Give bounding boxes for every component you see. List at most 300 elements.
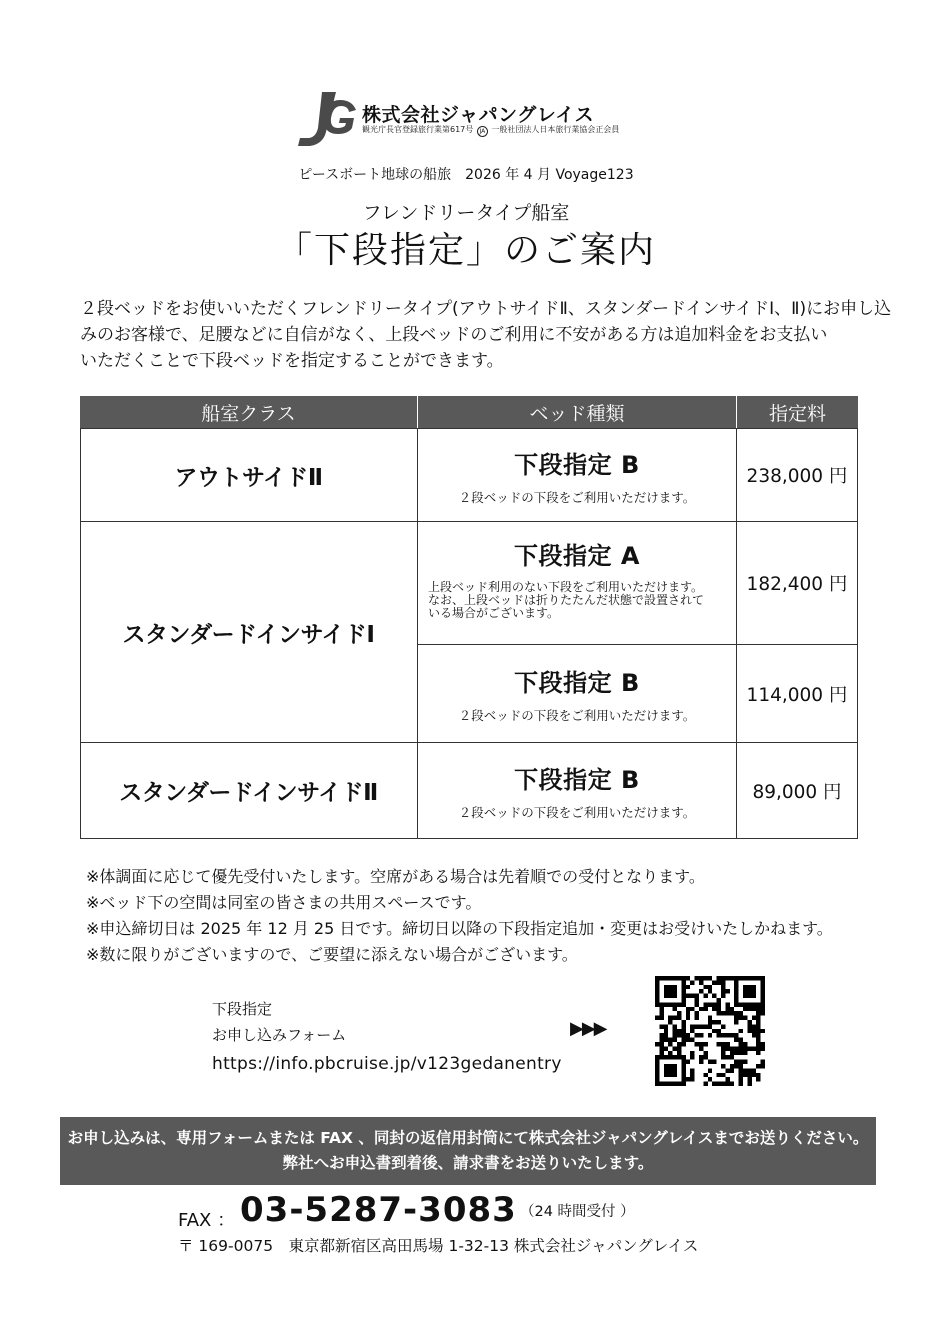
- qr-module: [681, 1002, 685, 1006]
- qr-module: [752, 1073, 756, 1077]
- qr-module: [761, 1060, 765, 1064]
- qr-module: [708, 1024, 712, 1028]
- qr-module: [699, 976, 703, 980]
- qr-module: [752, 989, 756, 993]
- qr-module: [681, 1033, 685, 1037]
- qr-module: [664, 985, 668, 989]
- bed-type-cell: [418, 522, 736, 644]
- qr-module: [725, 1002, 729, 1006]
- qr-module: [717, 980, 721, 984]
- banner-line: お申し込みは、専用フォームまたは FAX 、同封の返信用封筒にて株式会社ジャパングレイスまでお送りください。: [67, 1129, 869, 1147]
- qr-module: [747, 1024, 751, 1028]
- voyage-line: ピースボート地球の船旅 2026 年 4 月 Voyage123: [298, 167, 634, 183]
- qr-module: [659, 1055, 663, 1059]
- qr-module: [703, 976, 707, 980]
- qr-module: [743, 1073, 747, 1077]
- qr-module: [708, 1002, 712, 1006]
- qr-module: [686, 994, 690, 998]
- qr-module: [739, 1064, 743, 1068]
- table-rule: [857, 428, 858, 839]
- qr-module: [695, 1033, 699, 1037]
- qr-module: [655, 1060, 659, 1064]
- qr-module: [761, 1042, 765, 1046]
- qr-module: [743, 1046, 747, 1050]
- note-item: ※ベッド下の空間は同室の皆さまの共用スペースです。: [86, 893, 482, 912]
- qr-module: [717, 1029, 721, 1033]
- qr-module: [677, 1029, 681, 1033]
- qr-module: [712, 1082, 716, 1086]
- qr-module: [747, 1007, 751, 1011]
- qr-module: [725, 1007, 729, 1011]
- qr-module: [659, 1007, 663, 1011]
- qr-module: [655, 1064, 659, 1068]
- qr-module: [673, 994, 677, 998]
- qr-module: [761, 976, 765, 980]
- qr-module: [681, 1024, 685, 1028]
- qr-module: [690, 980, 694, 984]
- qr-module: [681, 1029, 685, 1033]
- qr-module: [703, 1042, 707, 1046]
- price-cell: 182,400 円: [746, 574, 848, 595]
- qr-module: [668, 994, 672, 998]
- qr-module: [747, 1046, 751, 1050]
- qr-module: [673, 1064, 677, 1068]
- qr-module: [677, 976, 681, 980]
- bed-type-cell: [418, 743, 736, 838]
- qr-module: [686, 1011, 690, 1015]
- qr-module: [747, 985, 751, 989]
- fax-note: （24 時間受付 ）: [520, 1204, 635, 1220]
- qr-module: [690, 1029, 694, 1033]
- qr-module: [739, 1042, 743, 1046]
- qr-module: [721, 1046, 725, 1050]
- qr-module: [659, 1082, 663, 1086]
- qr-module: [659, 1051, 663, 1055]
- qr-module: [677, 1046, 681, 1050]
- bed-type-cell: [418, 645, 736, 742]
- qr-module: [695, 1024, 699, 1028]
- note-item: ※申込締切日は 2025 年 12 月 25 日です。締切日以降の下段指定追加・変更はお受けいたしかねます。: [86, 919, 833, 938]
- qr-module: [739, 1046, 743, 1050]
- qr-module: [677, 1082, 681, 1086]
- qr-module: [668, 1051, 672, 1055]
- qr-module: [673, 989, 677, 993]
- qr-module: [756, 1038, 760, 1042]
- qr-module: [681, 1020, 685, 1024]
- qr-module: [717, 1011, 721, 1015]
- bed-type-description: 上段ベッド利用のない下段をご利用いただけます。 なお、上段ベッドは折りたたんだ状態で設置されて いる場合がございます。: [428, 580, 705, 620]
- qr-module: [681, 989, 685, 993]
- qr-module: [739, 976, 743, 980]
- qr-module: [703, 1073, 707, 1077]
- qr-module: [747, 1029, 751, 1033]
- qr-module: [695, 1011, 699, 1015]
- company-logo: [296, 88, 360, 150]
- qr-module: [699, 1060, 703, 1064]
- qr-module: [695, 1016, 699, 1020]
- qr-module: [739, 1011, 743, 1015]
- qr-module: [681, 1042, 685, 1046]
- qr-module: [659, 1033, 663, 1037]
- qr-module: [690, 994, 694, 998]
- qr-module: [664, 1055, 668, 1059]
- qr-module: [673, 1002, 677, 1006]
- qr-module: [739, 1051, 743, 1055]
- qr-module: [761, 1007, 765, 1011]
- header-divider: [417, 396, 418, 428]
- bed-type-description: ２段ベッドの下段をご利用いただけます。: [458, 805, 696, 820]
- qr-module: [739, 1082, 743, 1086]
- qr-module: [734, 994, 738, 998]
- qr-module: [725, 1046, 729, 1050]
- qr-module: [721, 1033, 725, 1037]
- qr-module: [752, 1007, 756, 1011]
- form-label-line: お申し込みフォーム: [212, 1026, 347, 1044]
- qr-module: [681, 1073, 685, 1077]
- qr-module: [703, 1002, 707, 1006]
- qr-module: [734, 989, 738, 993]
- form-url-link[interactable]: https://info.pbcruise.jp/v123gedanentry: [212, 1054, 562, 1074]
- qr-module: [703, 1051, 707, 1055]
- qr-module: [756, 1051, 760, 1055]
- qr-module: [664, 1002, 668, 1006]
- qr-module: [664, 976, 668, 980]
- qr-module: [743, 1051, 747, 1055]
- qr-module: [690, 1055, 694, 1059]
- qr-module: [752, 1016, 756, 1020]
- qr-module: [761, 1064, 765, 1068]
- intro-line: みのお客様で、足腰などに自信がなく、上段ベッドのご利用に不安がある方は追加料金をお支払い: [80, 325, 828, 345]
- qr-module: [690, 1007, 694, 1011]
- qr-module: [730, 1064, 734, 1068]
- cabin-class-outside-2: アウトサイドⅡ: [174, 464, 323, 491]
- qr-module: [708, 1016, 712, 1020]
- qr-module: [721, 1064, 725, 1068]
- bed-type-label: 下段指定 B: [514, 766, 640, 794]
- qr-module: [699, 1007, 703, 1011]
- qr-module: [717, 1007, 721, 1011]
- qr-module: [747, 989, 751, 993]
- qr-module: [655, 1055, 659, 1059]
- intro-text: [80, 296, 892, 374]
- qr-module: [699, 980, 703, 984]
- qr-module: [756, 1016, 760, 1020]
- qr-module: [734, 1016, 738, 1020]
- qr-module: [761, 998, 765, 1002]
- qr-module: [747, 1077, 751, 1081]
- qr-module: [752, 985, 756, 989]
- qr-module: [708, 976, 712, 980]
- qr-module: [673, 1029, 677, 1033]
- qr-module: [695, 976, 699, 980]
- qr-module: [673, 1055, 677, 1059]
- qr-module: [730, 1051, 734, 1055]
- qr-module: [721, 1042, 725, 1046]
- qr-module: [673, 1038, 677, 1042]
- qr-module: [668, 1002, 672, 1006]
- bed-type-description: ２段ベッドの下段をご利用いただけます。: [458, 489, 696, 505]
- qr-module: [677, 1042, 681, 1046]
- qr-module: [668, 1055, 672, 1059]
- qr-module: [677, 1051, 681, 1055]
- qr-module: [699, 1033, 703, 1037]
- qr-module: [730, 1068, 734, 1072]
- qr-code[interactable]: [655, 976, 765, 1086]
- qr-module: [655, 1082, 659, 1086]
- qr-module: [664, 1024, 668, 1028]
- qr-module: [655, 1077, 659, 1081]
- qr-module: [756, 1029, 760, 1033]
- qr-module: [752, 1024, 756, 1028]
- qr-module: [659, 1024, 663, 1028]
- qr-module: [761, 980, 765, 984]
- qr-module: [747, 1020, 751, 1024]
- qr-module: [686, 976, 690, 980]
- qr-module: [690, 1068, 694, 1072]
- header-price: 指定料: [737, 396, 858, 428]
- qr-module: [761, 1011, 765, 1015]
- qr-module: [734, 1051, 738, 1055]
- qr-module: [673, 985, 677, 989]
- qr-module: [664, 1029, 668, 1033]
- qr-module: [734, 1038, 738, 1042]
- qr-module: [734, 1020, 738, 1024]
- qr-module: [708, 985, 712, 989]
- qr-module: [703, 994, 707, 998]
- qr-module: [681, 1064, 685, 1068]
- qr-module: [686, 1077, 690, 1081]
- qr-module: [681, 1082, 685, 1086]
- qr-module: [664, 1073, 668, 1077]
- qr-module: [686, 985, 690, 989]
- qr-module: [747, 1082, 751, 1086]
- intro-line: ２段ベッドをお使いいただくフレンドリータイプ(アウトサイドⅡ、スタンダードインサイドⅠ、Ⅱ)にお申し込: [80, 299, 892, 319]
- qr-module: [756, 1033, 760, 1037]
- qr-module: [712, 994, 716, 998]
- qr-module: [712, 980, 716, 984]
- qr-module: [756, 1077, 760, 1081]
- bed-type-cell: [418, 429, 736, 521]
- qr-module: [752, 1068, 756, 1072]
- qr-module: [756, 1002, 760, 1006]
- qr-module: [673, 976, 677, 980]
- qr-module: [761, 989, 765, 993]
- qr-module: [686, 1038, 690, 1042]
- qr-module: [717, 976, 721, 980]
- cabin-class-standard-inside-1: スタンダードインサイドⅠ: [122, 621, 375, 648]
- qr-module: [708, 1033, 712, 1037]
- qr-module: [677, 1055, 681, 1059]
- qr-module: [681, 1068, 685, 1072]
- qr-module: [721, 1051, 725, 1055]
- qr-module: [686, 1060, 690, 1064]
- qr-module: [690, 1073, 694, 1077]
- qr-module: [756, 1073, 760, 1077]
- qr-module: [717, 1020, 721, 1024]
- qr-module: [668, 1064, 672, 1068]
- qr-module: [721, 989, 725, 993]
- qr-module: [712, 1060, 716, 1064]
- qr-module: [725, 989, 729, 993]
- qr-module: [717, 1033, 721, 1037]
- bed-type-label: 下段指定 A: [514, 542, 640, 570]
- qr-module: [690, 1077, 694, 1081]
- qr-module: [752, 976, 756, 980]
- arrow-icon: ▶▶▶: [570, 1018, 606, 1039]
- qr-module: [659, 1002, 663, 1006]
- qr-module: [743, 976, 747, 980]
- qr-module: [743, 1007, 747, 1011]
- qr-module: [730, 1082, 734, 1086]
- qr-module: [686, 1033, 690, 1037]
- qr-module: [668, 976, 672, 980]
- qr-module: [739, 1016, 743, 1020]
- qr-module: [668, 985, 672, 989]
- pricing-table: [80, 396, 858, 839]
- qr-module: [761, 985, 765, 989]
- qr-module: [699, 1055, 703, 1059]
- qr-module: [747, 1002, 751, 1006]
- qr-module: [721, 1055, 725, 1059]
- qr-module: [655, 998, 659, 1002]
- qr-module: [703, 1007, 707, 1011]
- qr-module: [725, 1055, 729, 1059]
- qr-module: [725, 1082, 729, 1086]
- qr-module: [747, 976, 751, 980]
- qr-module: [695, 994, 699, 998]
- qr-module: [659, 1046, 663, 1050]
- qr-module: [695, 1042, 699, 1046]
- qr-module: [655, 1073, 659, 1077]
- qr-module: [673, 1073, 677, 1077]
- qr-module: [703, 985, 707, 989]
- qr-module: [730, 976, 734, 980]
- qr-module: [734, 1002, 738, 1006]
- qr-module: [673, 1046, 677, 1050]
- header-cabin-class: 船室クラス: [80, 396, 417, 428]
- qr-module: [743, 1002, 747, 1006]
- qr-module: [756, 1007, 760, 1011]
- qr-module: [717, 1073, 721, 1077]
- qr-module: [734, 976, 738, 980]
- qr-module: [712, 1007, 716, 1011]
- qr-module: [739, 1029, 743, 1033]
- qr-module: [668, 1068, 672, 1072]
- qr-module: [756, 1064, 760, 1068]
- qr-module: [756, 1042, 760, 1046]
- qr-module: [721, 976, 725, 980]
- qr-module: [730, 1033, 734, 1037]
- qr-module: [699, 1024, 703, 1028]
- qr-module: [756, 976, 760, 980]
- qr-module: [756, 1020, 760, 1024]
- qr-module: [761, 994, 765, 998]
- qr-module: [739, 1077, 743, 1081]
- form-label: [212, 996, 346, 1048]
- qr-module: [747, 1068, 751, 1072]
- qr-module: [664, 1033, 668, 1037]
- cabin-class-standard-inside-2: スタンダードインサイドⅡ: [119, 780, 378, 806]
- company-address: 〒 169-0075 東京都新宿区高田馬場 1-32-13 株式会社ジャパングレイス: [178, 1237, 699, 1255]
- qr-module: [739, 1038, 743, 1042]
- qr-module: [690, 1024, 694, 1028]
- qr-module: [717, 1042, 721, 1046]
- qr-module: [752, 1029, 756, 1033]
- qr-module: [681, 1038, 685, 1042]
- intro-line: いただくことで下段ベッドを指定することができます。: [80, 351, 504, 371]
- qr-module: [681, 980, 685, 984]
- qr-module: [734, 1060, 738, 1064]
- qr-module: [673, 1068, 677, 1072]
- qr-module: [712, 1020, 716, 1024]
- association-membership: 一般社団法人日本旅行業協会正会員: [491, 125, 620, 134]
- qr-module: [739, 1060, 743, 1064]
- qr-module: [673, 1016, 677, 1020]
- qr-module: [681, 1060, 685, 1064]
- banner-line: 弊社へお申込書到着後、請求書をお送りいたします。: [282, 1154, 654, 1172]
- qr-module: [743, 985, 747, 989]
- qr-module: [703, 1082, 707, 1086]
- bed-type-label: 下段指定 B: [514, 669, 640, 697]
- qr-module: [708, 1020, 712, 1024]
- registration-number: 観光庁長官登録旅行業第617号: [362, 125, 474, 134]
- qr-module: [677, 1002, 681, 1006]
- qr-module: [708, 989, 712, 993]
- qr-module: [761, 1002, 765, 1006]
- qr-module: [659, 976, 663, 980]
- qr-module: [668, 1042, 672, 1046]
- qr-module: [708, 1068, 712, 1072]
- qr-module: [730, 1055, 734, 1059]
- qr-module: [756, 1024, 760, 1028]
- qr-module: [659, 1042, 663, 1046]
- qr-module: [721, 985, 725, 989]
- qr-module: [743, 1068, 747, 1072]
- qr-module: [721, 994, 725, 998]
- qr-module: [730, 1046, 734, 1050]
- price-cell: 114,000 円: [746, 684, 848, 706]
- qr-module: [668, 1082, 672, 1086]
- qr-module: [734, 1033, 738, 1037]
- qr-module: [708, 1060, 712, 1064]
- qr-module: [725, 1068, 729, 1072]
- qr-module: [703, 1055, 707, 1059]
- qr-module: [673, 1082, 677, 1086]
- qr-module: [659, 1011, 663, 1015]
- qr-module: [730, 1011, 734, 1015]
- registration-info: [362, 124, 619, 137]
- company-name: 株式会社ジャパングレイス: [362, 104, 595, 126]
- qr-module: [721, 980, 725, 984]
- qr-module: [721, 1024, 725, 1028]
- qr-module: [734, 998, 738, 1002]
- qr-module: [673, 1024, 677, 1028]
- qr-module: [668, 1038, 672, 1042]
- subtitle: フレンドリータイプ船室: [362, 202, 570, 224]
- qr-module: [725, 1077, 729, 1081]
- qr-module: [743, 1042, 747, 1046]
- qr-module: [725, 1033, 729, 1037]
- qr-module: [761, 1046, 765, 1050]
- application-banner: [60, 1117, 876, 1185]
- qr-module: [659, 1038, 663, 1042]
- qr-module: [655, 1002, 659, 1006]
- qr-module: [734, 985, 738, 989]
- qr-module: [668, 1016, 672, 1020]
- qr-module: [747, 1073, 751, 1077]
- qr-module: [673, 1033, 677, 1037]
- qr-module: [673, 1007, 677, 1011]
